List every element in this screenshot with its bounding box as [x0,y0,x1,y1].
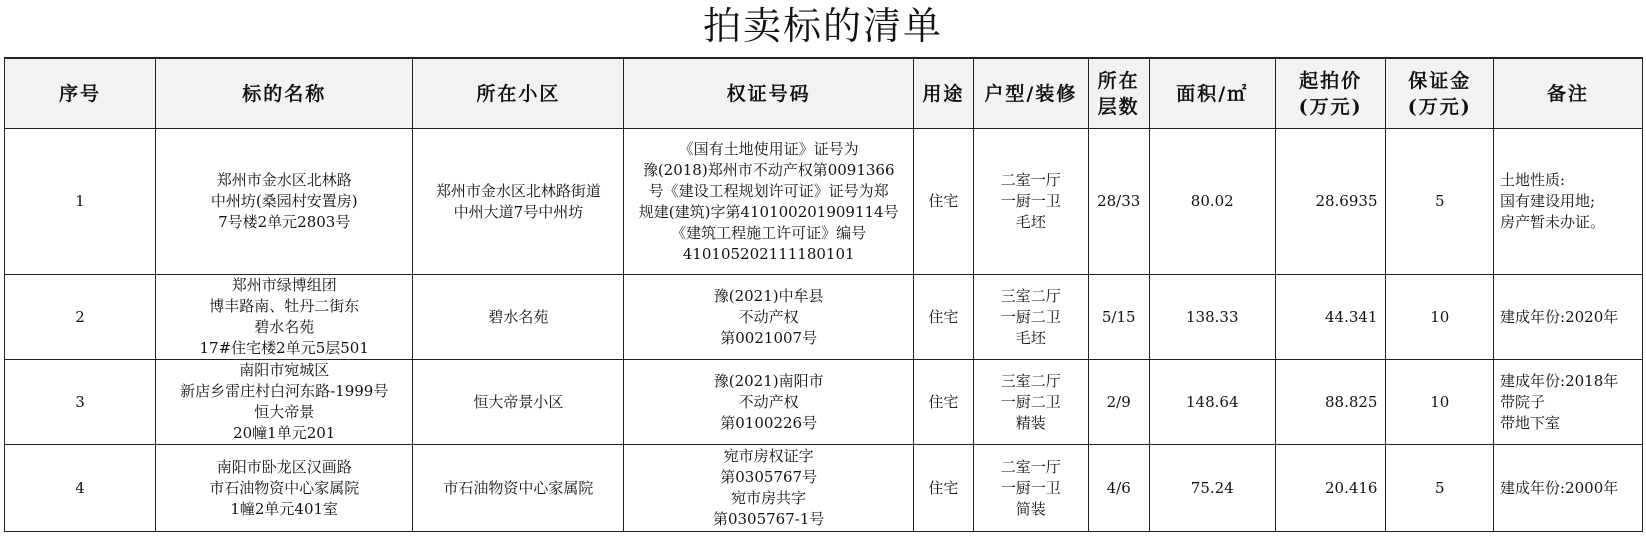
auction-table [4,57,1643,532]
cell-community: 碧水名苑 [413,275,624,360]
cell-no: 4 [5,445,156,532]
cell-use: 住宅 [913,129,973,275]
cell-price: 44.341 [1275,275,1386,360]
cell-name: 南阳市宛城区 新店乡雷庄村白河东路-1999号 恒大帝景 20幢1单元201 [155,360,412,445]
header-use: 用途 [913,58,973,129]
cell-deposit: 10 [1386,275,1494,360]
cell-price: 28.6935 [1275,129,1386,275]
cell-remark: 土地性质: 国有建设用地; 房产暂未办证。 [1494,129,1643,275]
table-row [5,129,1643,275]
header-price: 起拍价 (万元) [1275,58,1386,129]
header-remark: 备注 [1494,58,1643,129]
cell-use: 住宅 [913,445,973,532]
cell-area: 138.33 [1149,275,1275,360]
cell-area: 80.02 [1149,129,1275,275]
cell-area: 148.64 [1149,360,1275,445]
table-row [5,360,1643,445]
cell-floor: 2/9 [1088,360,1149,445]
cell-no: 2 [5,275,156,360]
cell-deposit: 5 [1386,445,1494,532]
cell-community: 恒大帝景小区 [413,360,624,445]
header-name: 标的名称 [155,58,412,129]
cell-community: 市石油物资中心家属院 [413,445,624,532]
cell-price: 20.416 [1275,445,1386,532]
cell-layout: 二室一厅 一厨一卫 毛坯 [973,129,1088,275]
cell-floor: 28/33 [1088,129,1149,275]
cell-cert: 豫(2021)中牟县 不动产权 第0021007号 [624,275,914,360]
header-deposit: 保证金 (万元) [1386,58,1494,129]
table-row [5,275,1643,360]
header-area: 面积/㎡ [1149,58,1275,129]
cell-price: 88.825 [1275,360,1386,445]
cell-no: 3 [5,360,156,445]
cell-remark: 建成年份:2020年 [1494,275,1643,360]
cell-cert: 豫(2021)南阳市 不动产权 第0100226号 [624,360,914,445]
cell-layout: 三室二厅 一厨二卫 毛坯 [973,275,1088,360]
cell-use: 住宅 [913,360,973,445]
cell-no: 1 [5,129,156,275]
header-cert: 权证号码 [624,58,914,129]
cell-layout: 三室二厅 一厨二卫 精装 [973,360,1088,445]
cell-area: 75.24 [1149,445,1275,532]
cell-floor: 5/15 [1088,275,1149,360]
cell-floor: 4/6 [1088,445,1149,532]
document-title: 拍卖标的清单 [702,4,943,48]
cell-layout: 二室一厅 一厨一卫 简装 [973,445,1088,532]
header-row [5,58,1643,129]
header-community: 所在小区 [413,58,624,129]
cell-cert: 宛市房权证字 第0305767号 宛市房共字 第0305767-1号 [624,445,914,532]
cell-name: 南阳市卧龙区汉画路 市石油物资中心家属院 1幢2单元401室 [155,445,412,532]
cell-remark: 建成年份:2000年 [1494,445,1643,532]
cell-community: 郑州市金水区北林路街道 中州大道7号中州坊 [413,129,624,275]
table-row [5,445,1643,532]
header-floor: 所在 层数 [1088,58,1149,129]
cell-use: 住宅 [913,275,973,360]
cell-name: 郑州市绿博组团 博丰路南、牡丹二街东 碧水名苑 17#住宅楼2单元5层501 [155,275,412,360]
cell-deposit: 10 [1386,360,1494,445]
cell-remark: 建成年份:2018年 带院子 带地下室 [1494,360,1643,445]
cell-name: 郑州市金水区北林路 中州坊(桑园村安置房) 7号楼2单元2803号 [155,129,412,275]
header-no: 序号 [5,58,156,129]
header-layout: 户型/装修 [973,58,1088,129]
cell-deposit: 5 [1386,129,1494,275]
cell-cert: 《国有土地使用证》证号为 豫(2018)郑州市不动产权第0091366 号《建设工程规划许可证》证号为郑 规建(建筑)字第410100201909114号 《建筑工程施工许可证》编号 410105202111180101 [624,129,914,275]
